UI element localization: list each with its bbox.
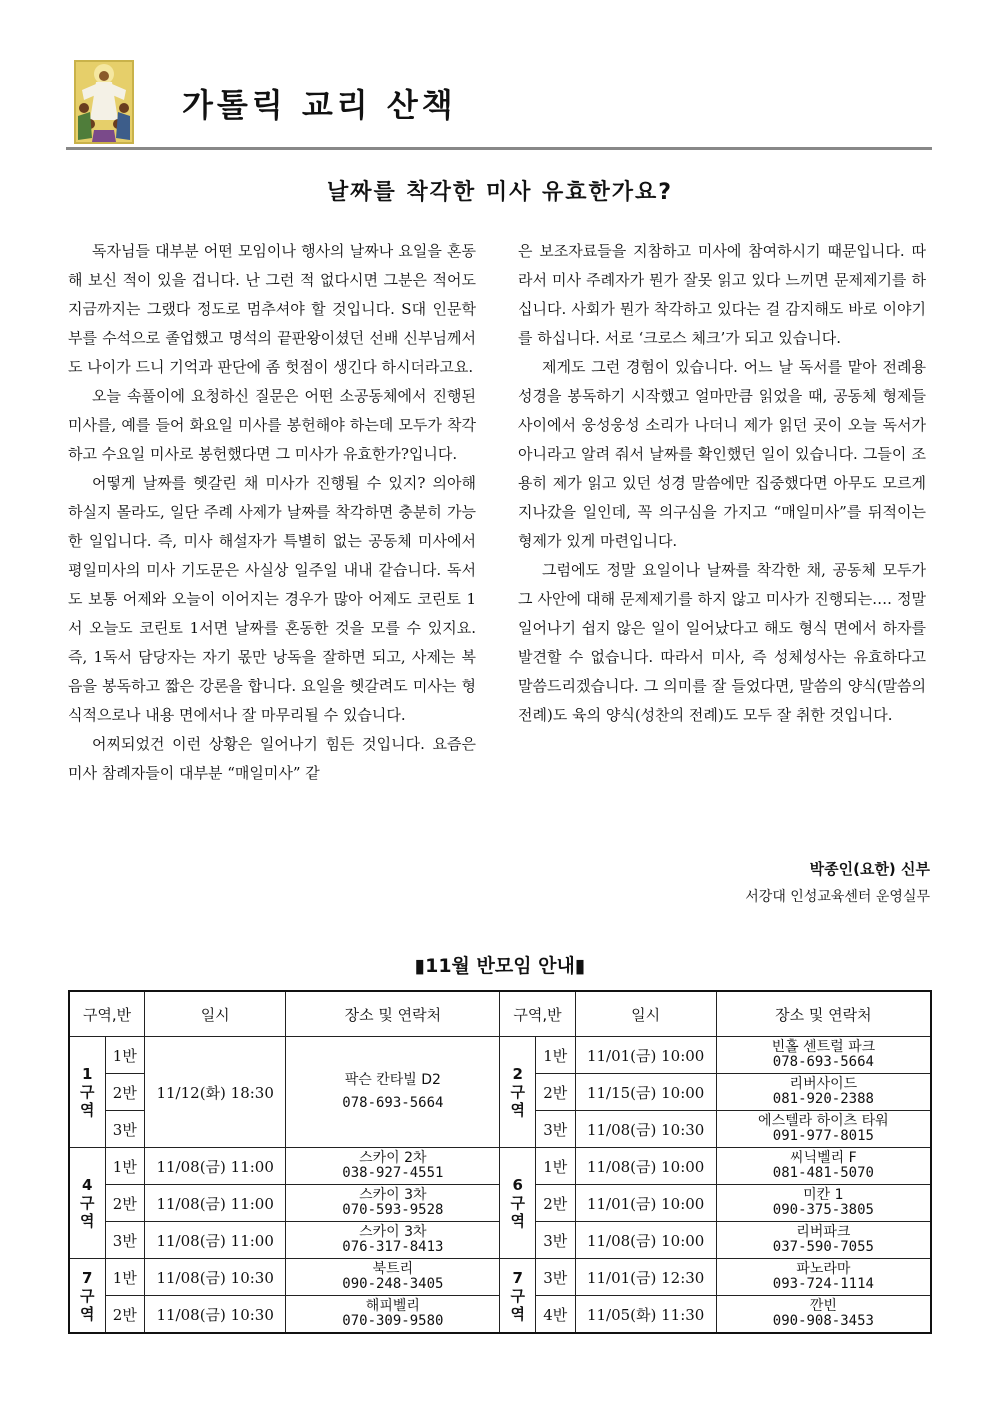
column-header: 구역,반 bbox=[69, 991, 145, 1037]
paragraph: 어떻게 날짜를 헷갈린 채 미사가 진행될 수 있지? 의아해 하실지 몰라도, 일단 주례 사제가 날짜를 착각하면 충분히 가능한 일입니다. 즉, 미사 해설자가 특별히 없는 공동체 미사에서 평일미사의 미사 기도문은 사실상 일주일 내내 같습니다. 독서도 보통 어제와 오늘이 이어지는 경우가 많아 어제도 코린토 1서 오늘도 코린토 1서면 날짜를 혼동한 것을 모를 수 있지요. 즉, 1독서 담당자는 자기 몫만 낭독을 잘하면 되고, 사제는 복음을 봉독하고 짧은 강론을 합니다. 요일을 헷갈려도 미사는 형식적으로나 내용 면에서나 잘 마무리될 수 있습니다. bbox=[68, 474, 476, 724]
author-name: 박종인(요한) 신부 bbox=[809, 860, 930, 878]
paragraph: 어찌되었건 이런 상황은 일어나기 힘든 것입니다. 요즘은 미사 참례자들이 대부분 “매일미사” 같 bbox=[68, 735, 476, 782]
article-column-left bbox=[68, 237, 476, 788]
header-divider bbox=[66, 147, 932, 150]
meeting-date: 11/08(금) 11:00 bbox=[145, 1222, 286, 1259]
schedule-title: ▮11월 반모임 안내▮ bbox=[414, 955, 586, 977]
meeting-place: 리버파크 037-590-7055 bbox=[716, 1222, 931, 1259]
ban-label: 2반 bbox=[105, 1296, 145, 1334]
ban-label: 3반 bbox=[105, 1111, 145, 1148]
meeting-date: 11/15(금) 10:00 bbox=[575, 1074, 716, 1111]
zone-label: 7 구 역 bbox=[500, 1259, 536, 1334]
column-header: 장소 및 연락처 bbox=[286, 991, 500, 1037]
paragraph: 독자님들 대부분 어떤 모임이나 행사의 날짜나 요일을 혼동해 보신 적이 있을 겁니다. 난 그런 적 없다시면 그분은 적어도 지금까지는 그랬다 정도로 멈추셔야 할 것입니다. S대 인문학부를 수석으로 졸업했고 명석의 끝판왕이셨던 선배 신부님께서도 나이가 드니 기억과 판단에 좀 헛점이 생긴다 하시더라고요. bbox=[68, 242, 476, 376]
meeting-date: 11/01(금) 12:30 bbox=[575, 1259, 716, 1296]
paragraph: 그럼에도 정말 요일이나 날짜를 착각한 채, 공동체 모두가 그 사안에 대해 문제제기를 하지 않고 미사가 진행되는…. 정말 일어나기 쉽지 않은 일이 일어났다고 해도 형식 면에서 하자를 발견할 수 없습니다. 따라서 미사, 즉 성체성사는 유효하다고 말씀드리겠습니다. 그 의미를 잘 들었다면, 말씀의 양식(말씀의 전례)도 육의 양식(성찬의 전례)도 모두 잘 취한 것입니다. bbox=[518, 561, 926, 724]
meeting-place: 스카이 3차 070-593-9528 bbox=[286, 1185, 500, 1222]
ban-label: 3반 bbox=[536, 1111, 576, 1148]
article-headline: 날짜를 착각한 미사 유효한가요? bbox=[326, 180, 674, 205]
column-header: 일시 bbox=[575, 991, 716, 1037]
meeting-date: 11/01(금) 10:00 bbox=[575, 1185, 716, 1222]
meeting-date: 11/01(금) 10:00 bbox=[575, 1037, 716, 1074]
ban-label: 2반 bbox=[105, 1185, 145, 1222]
article-column-right bbox=[518, 237, 926, 730]
table-row bbox=[69, 1259, 931, 1296]
zone-label: 6 구 역 bbox=[500, 1148, 536, 1259]
meeting-date: 11/08(금) 11:00 bbox=[145, 1185, 286, 1222]
ban-label: 1반 bbox=[105, 1037, 145, 1074]
meeting-date: 11/12(화) 18:30 bbox=[145, 1037, 286, 1148]
zone-label: 2 구 역 bbox=[500, 1037, 536, 1148]
ban-label: 1반 bbox=[536, 1148, 576, 1185]
meeting-date: 11/08(금) 11:00 bbox=[145, 1148, 286, 1185]
meeting-date: 11/08(금) 10:00 bbox=[575, 1222, 716, 1259]
meeting-date: 11/08(금) 10:30 bbox=[145, 1259, 286, 1296]
paragraph: 제게도 그런 경험이 있습니다. 어느 날 독서를 맡아 전례용 성경을 봉독하기 시작했고 얼마만큼 읽었을 때, 공동체 형제들 사이에서 웅성웅성 소리가 나더니 제가 읽던 곳이 오늘 독서가 아니라고 알려 줘서 날짜를 확인했던 일이 있습니다. 그들이 조용히 제가 읽고 있던 성경 말씀에만 집중했다면 아무도 모르게 지나갔을 일인데, 꼭 의구심을 가지고 “매일미사”를 뒤적이는 형제가 있게 마련입니다. bbox=[518, 358, 926, 550]
ban-label: 1반 bbox=[536, 1037, 576, 1074]
meeting-date: 11/08(금) 10:30 bbox=[145, 1296, 286, 1334]
meeting-place: 깐빈 090-908-3453 bbox=[716, 1296, 931, 1334]
ban-label: 3반 bbox=[105, 1222, 145, 1259]
table-header-row bbox=[69, 991, 931, 1037]
meeting-place: 북트리 090-248-3405 bbox=[286, 1259, 500, 1296]
page-title: 가톨릭 교리 산책 bbox=[182, 86, 457, 124]
meeting-place: 빈홀 센트럴 파크 078-693-5664 bbox=[716, 1037, 931, 1074]
meeting-date: 11/08(금) 10:30 bbox=[575, 1111, 716, 1148]
jesus-apostles-icon bbox=[74, 60, 134, 144]
ban-label: 2반 bbox=[105, 1074, 145, 1111]
author-affiliation: 서강대 인성교육센터 운영실무 bbox=[745, 889, 930, 905]
meeting-place: 스카이 2차 038-927-4551 bbox=[286, 1148, 500, 1185]
ban-label: 3반 bbox=[536, 1222, 576, 1259]
meeting-place: 해피벨리 070-309-9580 bbox=[286, 1296, 500, 1334]
column-header: 구역,반 bbox=[500, 991, 575, 1037]
ban-label: 4반 bbox=[536, 1296, 576, 1334]
schedule-table bbox=[68, 990, 932, 1334]
meeting-place: 스카이 3차 076-317-8413 bbox=[286, 1222, 500, 1259]
ban-label: 2반 bbox=[536, 1185, 576, 1222]
table-row bbox=[69, 1037, 931, 1074]
table-row bbox=[69, 1148, 931, 1185]
meeting-place: 씨닉벨리 F 081-481-5070 bbox=[716, 1148, 931, 1185]
ban-label: 3반 bbox=[536, 1259, 576, 1296]
meeting-date: 11/05(화) 11:30 bbox=[575, 1296, 716, 1334]
paragraph: 오늘 속풀이에 요청하신 질문은 어떤 소공동체에서 진행된 미사를, 예를 들어 화요일 미사를 봉헌해야 하는데 모두가 착각하고 수요일 미사로 봉헌했다면 그 미사가 유효한가?입니다. bbox=[68, 387, 476, 463]
meeting-place: 리버사이드 081-920-2388 bbox=[716, 1074, 931, 1111]
column-header: 일시 bbox=[145, 991, 286, 1037]
meeting-place: 팍슨 칸타빌 D2 078-693-5664 bbox=[286, 1037, 500, 1148]
ban-label: 1반 bbox=[105, 1148, 145, 1185]
zone-label: 7 구 역 bbox=[69, 1259, 105, 1334]
zone-label: 1 구 역 bbox=[69, 1037, 105, 1148]
zone-label: 4 구 역 bbox=[69, 1148, 105, 1259]
paragraph: 은 보조자료들을 지참하고 미사에 참여하시기 때문입니다. 따라서 미사 주례자가 뭔가 잘못 읽고 있다 느끼면 문제제기를 하십니다. 사회가 뭔가 착각하고 있다는 걸 감지해도 바로 이야기를 하십니다. 서로 ‘크로스 체크’가 되고 있습니다. bbox=[518, 242, 926, 347]
column-header: 장소 및 연락처 bbox=[716, 991, 931, 1037]
ban-label: 1반 bbox=[105, 1259, 145, 1296]
meeting-place: 에스텔라 하이츠 타워 091-977-8015 bbox=[716, 1111, 931, 1148]
meeting-date: 11/08(금) 10:00 bbox=[575, 1148, 716, 1185]
meeting-place: 파노라마 093-724-1114 bbox=[716, 1259, 931, 1296]
meeting-place: 미칸 1 090-375-3805 bbox=[716, 1185, 931, 1222]
ban-label: 2반 bbox=[536, 1074, 576, 1111]
